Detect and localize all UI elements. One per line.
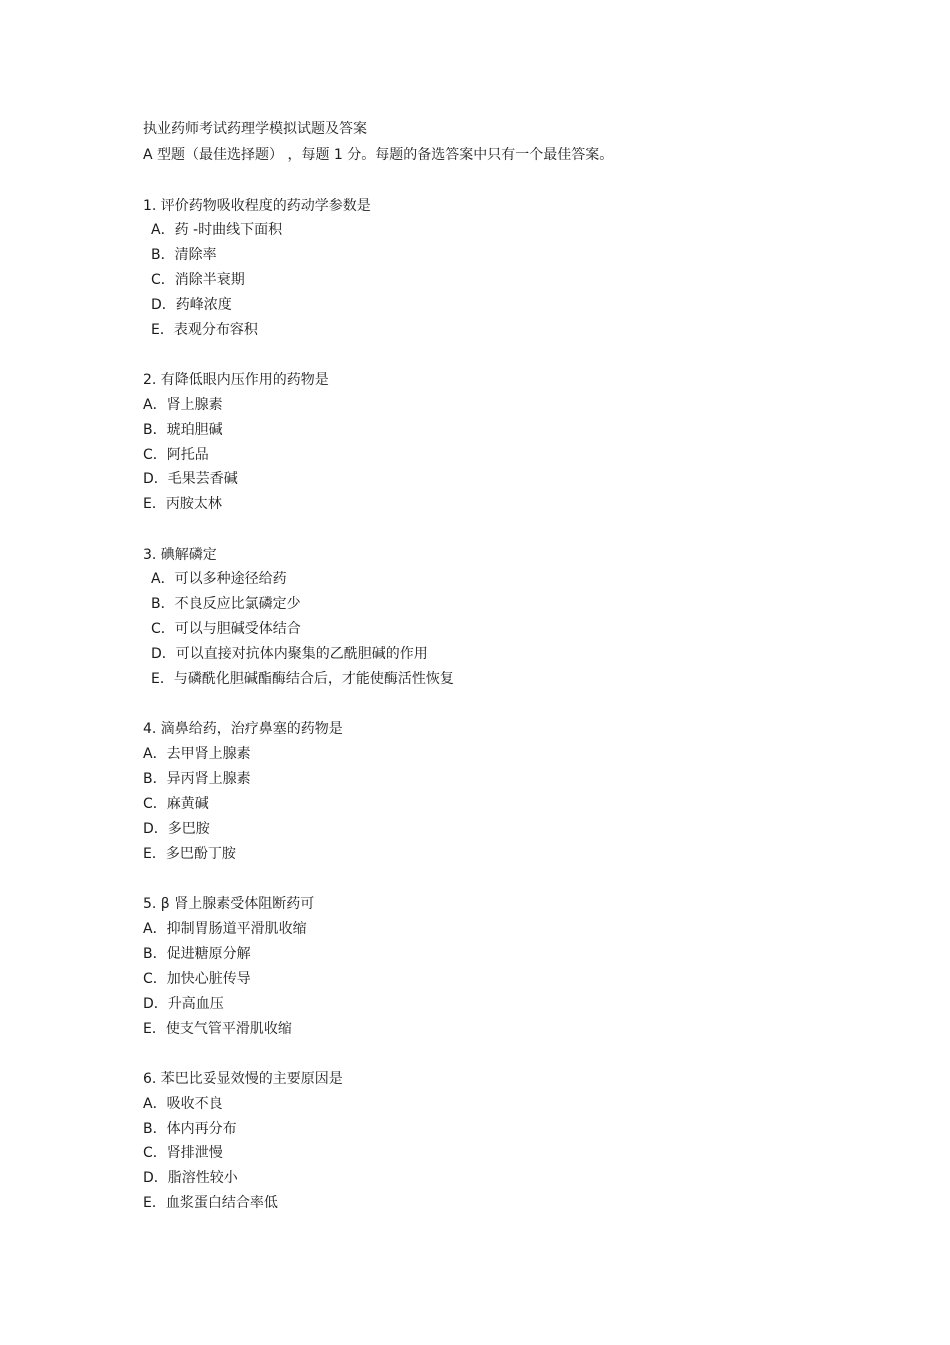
answer-option: A．药 -时曲线下面积 — [151, 222, 283, 238]
document-title: 执业药师考试药理学模拟试题及答案 — [143, 121, 367, 137]
answer-option: E．多巴酚丁胺 — [143, 846, 236, 862]
answer-option: D．升高血压 — [143, 996, 224, 1012]
answer-option: A．抑制胃肠道平滑肌收缩 — [143, 921, 307, 937]
answer-option: A．肾上腺素 — [143, 397, 223, 413]
question-stem: 4. 滴鼻给药，治疗鼻塞的药物是 — [143, 721, 343, 737]
answer-option: B．体内再分布 — [143, 1121, 237, 1137]
answer-option: E．丙胺太林 — [143, 496, 222, 512]
answer-option: D．毛果芸香碱 — [143, 471, 238, 487]
question-stem: 1. 评价药物吸收程度的药动学参数是 — [143, 198, 371, 214]
answer-option: A．吸收不良 — [143, 1096, 223, 1112]
answer-option: C．阿托品 — [143, 447, 209, 463]
answer-option: A．可以多种途径给药 — [151, 571, 287, 587]
answer-option: B．琥珀胆碱 — [143, 422, 223, 438]
answer-option: E．使支气管平滑肌收缩 — [143, 1021, 292, 1037]
answer-option: A．去甲肾上腺素 — [143, 746, 251, 762]
instruction-text: A 型题（最佳选择题） ，每题 1 分。每题的备选答案中只有一个最佳答案。 — [143, 147, 614, 163]
answer-option: B．不良反应比氯磷定少 — [151, 596, 301, 612]
question-stem: 5. β 肾上腺素受体阻断药可 — [143, 896, 315, 912]
answer-option: E．血浆蛋白结合率低 — [143, 1195, 278, 1211]
answer-option: C．加快心脏传导 — [143, 971, 251, 987]
answer-option: D．多巴胺 — [143, 821, 210, 837]
question-stem: 2. 有降低眼内压作用的药物是 — [143, 372, 329, 388]
question-stem: 6. 苯巴比妥显效慢的主要原因是 — [143, 1071, 343, 1087]
answer-option: D．脂溶性较小 — [143, 1170, 238, 1186]
answer-option: B．异丙肾上腺素 — [143, 771, 251, 787]
answer-option: B．促进糖原分解 — [143, 946, 251, 962]
answer-option: C．消除半衰期 — [151, 272, 245, 288]
answer-option: E．表观分布容积 — [151, 322, 258, 338]
question-stem: 3. 碘解磷定 — [143, 547, 217, 563]
answer-option: D．可以直接对抗体内聚集的乙酰胆碱的作用 — [151, 646, 428, 662]
answer-option: C．麻黄碱 — [143, 796, 209, 812]
answer-option: C．肾排泄慢 — [143, 1145, 223, 1161]
answer-option: C．可以与胆碱受体结合 — [151, 621, 301, 637]
answer-option: B．清除率 — [151, 247, 217, 263]
answer-option: E．与磷酰化胆碱酯酶结合后，才能使酶活性恢复 — [151, 671, 454, 687]
answer-option: D．药峰浓度 — [151, 297, 232, 313]
